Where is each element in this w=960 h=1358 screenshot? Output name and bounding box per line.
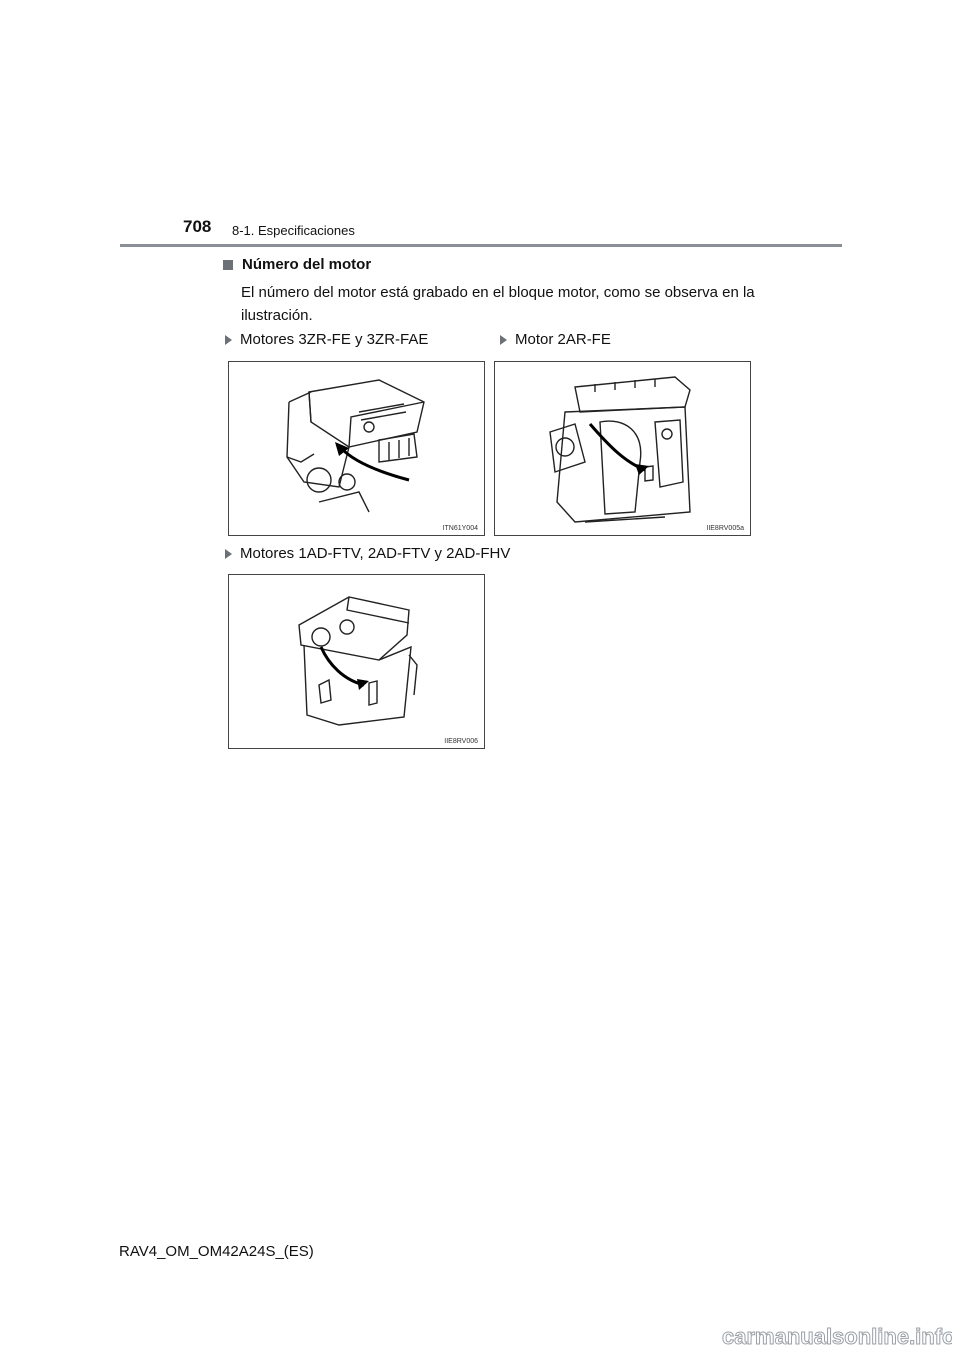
triangle-bullet-icon	[225, 335, 232, 345]
engine-drawing-icon	[495, 362, 750, 535]
figure-code-1: ITN61Y004	[442, 525, 478, 532]
body-paragraph: El número del motor está grabado en el bloque motor, como se observa en la ilustración.	[241, 284, 755, 324]
document-id: RAV4_OM_OM42A24S_(ES)	[119, 1243, 314, 1260]
engine-illustration-2	[494, 361, 751, 536]
figure-caption-3-text: Motores 1AD-FTV, 2AD-FTV y 2AD-FHV	[240, 545, 511, 562]
section-title: 8-1. Especificaciones	[232, 223, 355, 238]
triangle-bullet-icon	[500, 335, 507, 345]
figure-caption-3	[225, 545, 510, 562]
section-heading	[223, 256, 371, 273]
figure-caption-2	[500, 331, 611, 348]
figure-caption-1-text: Motores 3ZR-FE y 3ZR-FAE	[240, 331, 429, 348]
figure-caption-2-text: Motor 2AR-FE	[515, 331, 611, 348]
svg-text:carmanualsonline.info: carmanualsonline.info	[722, 1324, 952, 1349]
header-rule	[120, 244, 842, 247]
watermark-logo	[720, 1320, 952, 1352]
engine-illustration-3	[228, 574, 485, 749]
figure-caption-1	[225, 331, 428, 348]
engine-drawing-icon	[229, 575, 484, 748]
engine-illustration-1	[228, 361, 485, 536]
square-bullet-icon	[223, 260, 233, 270]
figure-code-3: IIE8RV006	[444, 738, 478, 745]
triangle-bullet-icon	[225, 549, 232, 559]
section-heading-text: Número del motor	[242, 256, 372, 273]
engine-drawing-icon	[229, 362, 484, 535]
figure-code-2: IIE8RV005a	[706, 525, 744, 532]
page-number: 708	[183, 217, 212, 236]
